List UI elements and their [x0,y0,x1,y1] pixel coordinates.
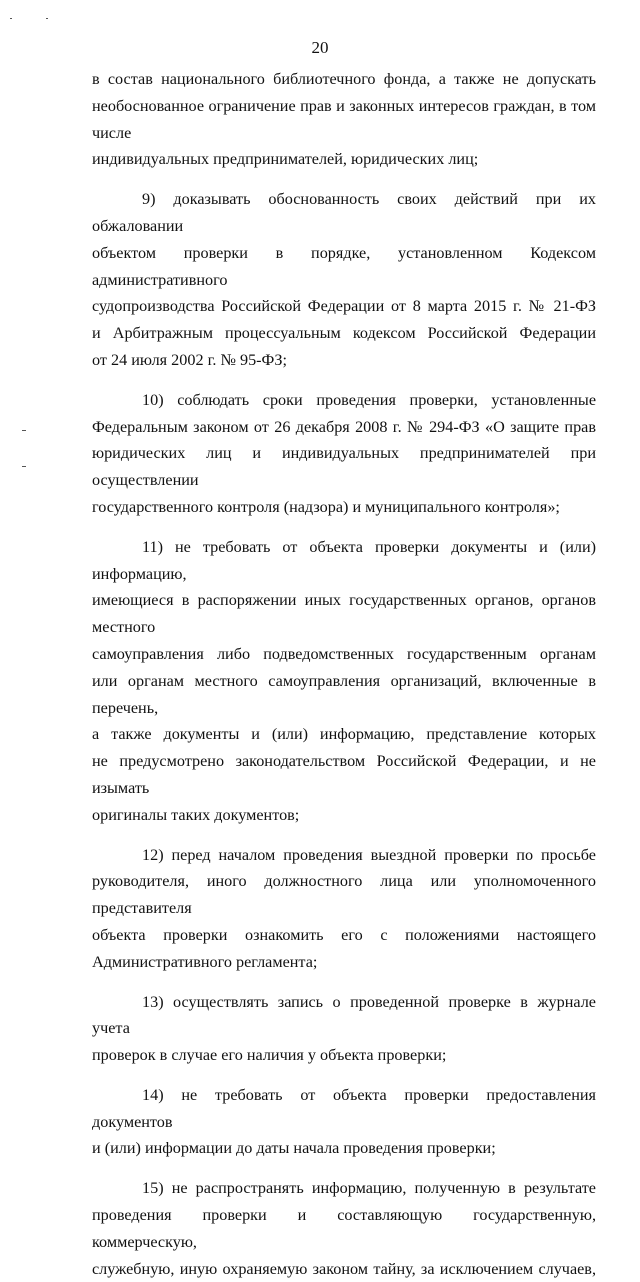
text-line: а также документы и (или) информацию, представление которых [92,725,596,744]
text-line: проведения проверки и составляющую государственную, коммерческую, [92,1206,596,1251]
text-line: руководителя, иного должностного лица или уполномоченного представителя [92,872,596,918]
text-line: служебную, иную охраняемую законом тайну, за исключением случаев, [92,1259,596,1278]
list-item-14 [92,1082,596,1162]
text-line: оригиналы таких документов; [92,805,300,824]
text-line: и (или) информации до даты начала проведения проверки; [92,1139,496,1158]
document-body [92,66,596,1282]
text-line: 11) не требовать от объекта проверки документы и (или) информацию, [92,537,596,583]
text-line: необоснованное ограничение прав и законных интересов граждан, в том числе [92,96,596,142]
text-line: 9) доказывать обоснованность своих действий при их обжаловании [92,190,596,235]
text-line: 14) не требовать от объекта проверки предоставления документов [92,1085,596,1131]
text-line: юридических лиц и индивидуальных предпринимателей при осуществлении [92,444,596,490]
text-line: объектом проверки в порядке, установленном Кодексом административного [92,243,596,289]
list-item-10 [92,387,596,521]
text-line: Административного регламента; [92,952,318,971]
list-item-15 [92,1175,596,1282]
text-line: 10) соблюдать сроки проведения проверки, установленные [142,390,596,409]
list-item-13 [92,989,596,1069]
text-line: 15) не распространять информацию, полученную в результате [142,1179,596,1198]
text-line: не предусмотрено законодательством Российской Федерации, и не изымать [92,752,596,797]
text-line: 12) перед началом проведения выездной проверки по просьбе [142,845,596,864]
text-line: или органам местного самоуправления организаций, включенные в перечень, [92,671,596,717]
scan-speck [22,466,26,467]
text-line: проверок в случае его наличия у объекта проверки; [92,1046,447,1065]
page-number: 20 [311,38,329,57]
list-item-9 [92,186,596,374]
text-line: Федеральным законом от 26 декабря 2008 г. № 294-ФЗ «О защите прав [92,417,596,436]
text-line: в состав национального библиотечного фонда, а также не допускать [92,70,596,88]
text-line: самоуправления либо подведомственных государственным органам [92,644,596,663]
text-line: и Арбитражным процессуальным кодексом Российской Федерации [92,324,596,343]
text-line: объекта проверки ознакомить его с положениями настоящего [92,925,596,944]
list-item-12 [92,842,596,976]
text-line: от 24 июля 2002 г. № 95-ФЗ; [92,350,287,369]
text-line: 13) осуществлять запись о проведенной проверке в журнале учета [92,992,596,1038]
text-line: государственного контроля (надзора) и муниципального контроля»; [92,497,560,516]
scan-speck [46,18,48,19]
scan-speck [10,18,12,19]
text-line: имеющиеся в распоряжении иных государственных органов, органов местного [92,591,596,637]
text-line: индивидуальных предпринимателей, юридических лиц; [92,150,479,169]
paragraph-continuation [92,66,596,173]
text-line: судопроизводства Российской Федерации от 8 марта 2015 г. № 21-ФЗ [92,297,596,316]
list-item-11 [92,534,596,829]
scan-speck [22,430,26,431]
